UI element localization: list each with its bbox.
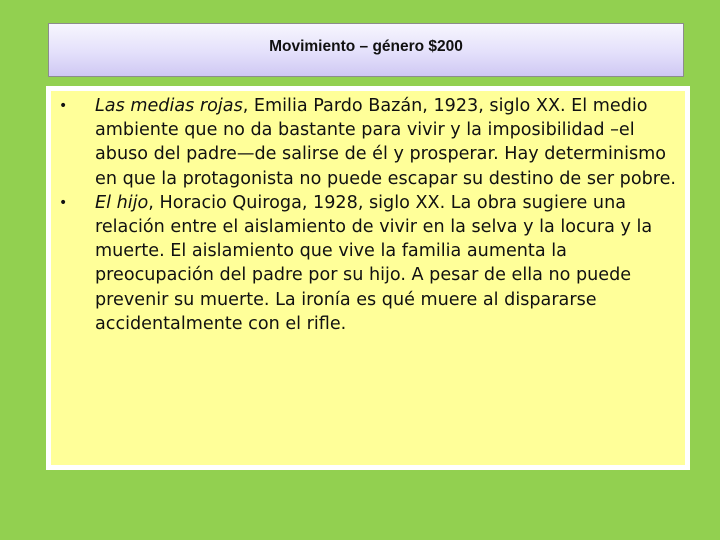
bullet-item: [51, 191, 685, 336]
bullet-icon: •: [59, 98, 68, 114]
work-title: El hijo: [95, 192, 149, 213]
title-banner: [48, 23, 684, 77]
bullet-list: [51, 94, 685, 336]
bullet-text: , Horacio Quiroga, 1928, siglo XX. La obra sugiere una relación entre el aislamiento de vivir en la selva y la locura y la muerte. El aislamiento que vive la familia aumenta la preocupación del padre por su hijo. A pesar de ella no puede prevenir su muerte. La ironía es qué muere al dispararse accidentalmente con el rifle.: [95, 192, 653, 334]
slide-title: Movimiento – género $200: [269, 38, 463, 55]
work-title: Las medias rojas: [95, 96, 243, 116]
content-box: [51, 91, 685, 465]
bullet-text: , Emilia Pardo Bazán, 1923, siglo XX. El medio ambiente que no da bastante para vivir y la imposibilidad –el abuso del padre—de salirse de él y prosperar. Hay determinismo en que la protagonista no puede escapar su destino de ser pobre.: [95, 96, 677, 189]
bullet-icon: •: [59, 194, 68, 211]
bullet-item: [51, 94, 685, 191]
content-frame: [46, 86, 690, 470]
